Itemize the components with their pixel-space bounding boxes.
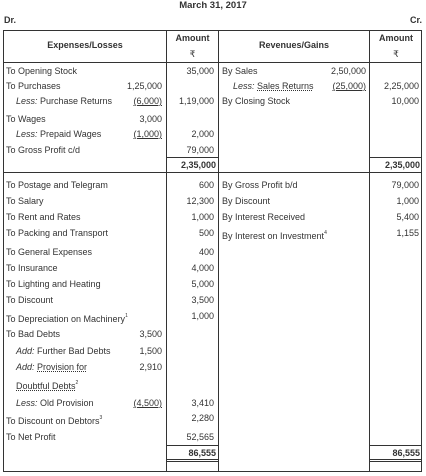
packing-label: To Packing and Transport bbox=[6, 228, 109, 238]
wages-sub: 3,000 bbox=[139, 114, 162, 124]
gross-profit-bd-amount: 79,000 bbox=[391, 180, 419, 190]
gross-profit-cd-amount: 79,000 bbox=[186, 145, 214, 155]
opening-stock-amount: 35,000 bbox=[186, 66, 214, 76]
sales-label: By Sales bbox=[222, 66, 258, 76]
discount-received-amount: 1,000 bbox=[396, 196, 419, 206]
general-expenses-label: To General Expenses bbox=[6, 247, 93, 257]
divider bbox=[369, 459, 422, 460]
purchases-net-amount: 1,19,000 bbox=[178, 96, 214, 106]
pl-total-left: 86,555 bbox=[188, 448, 216, 458]
net-profit-label: To Net Profit bbox=[6, 432, 56, 442]
interest-received-label: By Interest Received bbox=[222, 212, 306, 222]
sales-sub: 2,50,000 bbox=[330, 66, 366, 76]
divider bbox=[166, 461, 218, 462]
divider bbox=[369, 445, 422, 446]
interest-investment-amount: 1,155 bbox=[396, 228, 419, 238]
rent-amount: 1,000 bbox=[191, 212, 214, 222]
wages-net-amount: 2,000 bbox=[191, 129, 214, 139]
opening-stock-label: To Opening Stock bbox=[6, 66, 78, 76]
discount-debtors-amount: 2,280 bbox=[191, 413, 214, 423]
amount-header: Amount bbox=[175, 33, 210, 43]
pl-total-right: 86,555 bbox=[392, 448, 420, 458]
trading-total-left: 2,35,000 bbox=[180, 160, 216, 170]
rent-label: To Rent and Rates bbox=[6, 212, 81, 222]
divider bbox=[369, 157, 422, 158]
gross-profit-cd-label: To Gross Profit c/d bbox=[6, 145, 81, 155]
divider bbox=[166, 459, 218, 460]
old-provision-sub: (4,500) bbox=[133, 398, 162, 408]
divider bbox=[218, 30, 219, 472]
statement-date: March 31, 2017 bbox=[179, 0, 247, 11]
lighting-label: To Lighting and Heating bbox=[6, 279, 101, 289]
sales-net-amount: 2,25,000 bbox=[383, 81, 419, 91]
further-bad-debts-label: Add: Further Bad Debts bbox=[16, 346, 111, 356]
amount-header: Amount bbox=[379, 33, 413, 43]
discount-received-label: By Discount bbox=[222, 196, 271, 206]
insurance-amount: 4,000 bbox=[191, 263, 214, 273]
closing-stock-label: By Closing Stock bbox=[222, 96, 291, 106]
provision-sub: 2,910 bbox=[139, 362, 162, 372]
salary-label: To Salary bbox=[6, 196, 44, 206]
purchases-sub: 1,25,000 bbox=[126, 81, 162, 91]
currency-symbol: ₹ bbox=[393, 49, 399, 59]
provision-label-continued: Doubtful Debts$^2$ bbox=[16, 380, 79, 391]
gross-profit-bd-label: By Gross Profit b/d bbox=[222, 180, 298, 190]
insurance-label: To Insurance bbox=[6, 263, 58, 273]
depreciation-label: To Depreciation on Machinery$^1$ bbox=[6, 313, 128, 324]
lighting-amount: 5,000 bbox=[191, 279, 214, 289]
discount-amount: 3,500 bbox=[191, 295, 214, 305]
old-provision-label: Less: Old Provision bbox=[16, 398, 94, 408]
purchase-returns-sub: (6,000) bbox=[133, 96, 162, 106]
salary-amount: 12,300 bbox=[186, 196, 214, 206]
discount-label: To Discount bbox=[6, 295, 54, 305]
prepaid-wages-sub: (1,000) bbox=[133, 129, 162, 139]
bad-debts-label: To Bad Debts bbox=[6, 329, 61, 339]
divider bbox=[166, 445, 218, 446]
divider bbox=[369, 461, 422, 462]
discount-debtors-label: To Discount on Debtors$^3$ bbox=[6, 415, 103, 426]
prepaid-wages-label: Less: Prepaid Wages bbox=[16, 129, 102, 139]
depreciation-amount: 1,000 bbox=[191, 311, 214, 321]
further-bad-debts-sub: 1,500 bbox=[139, 346, 162, 356]
expenses-header: Expenses/Losses bbox=[47, 40, 123, 50]
wages-label: To Wages bbox=[6, 114, 46, 124]
divider bbox=[3, 62, 422, 63]
purchase-returns-label: Less: Purchase Returns bbox=[16, 96, 113, 106]
closing-stock-amount: 10,000 bbox=[391, 96, 419, 106]
trading-total-right: 2,35,000 bbox=[384, 160, 420, 170]
divider bbox=[3, 172, 422, 173]
bad-debts-sub: 3,500 bbox=[139, 329, 162, 339]
divider bbox=[166, 157, 218, 158]
packing-amount: 500 bbox=[198, 228, 214, 238]
debit-marker: Dr. bbox=[4, 15, 17, 25]
interest-investment-label: By Interest on Investment$^4$ bbox=[222, 230, 327, 241]
general-expenses-amount: 400 bbox=[198, 247, 214, 257]
sales-returns-label: Less: Sales Returns bbox=[233, 81, 314, 91]
interest-received-amount: 5,400 bbox=[396, 212, 419, 222]
net-profit-amount: 52,565 bbox=[186, 432, 214, 442]
provision-label: Add: Provision for bbox=[16, 362, 88, 372]
postage-amount: 600 bbox=[198, 180, 214, 190]
currency-symbol: ₹ bbox=[189, 49, 196, 59]
purchases-label: To Purchases bbox=[6, 81, 61, 91]
revenues-header: Revenues/Gains bbox=[258, 40, 330, 50]
postage-label: To Postage and Telegram bbox=[6, 180, 108, 190]
bad-debts-net-amount: 3,410 bbox=[191, 398, 214, 408]
sales-returns-sub: (25,000) bbox=[332, 81, 366, 91]
credit-marker: Cr. bbox=[409, 15, 422, 25]
